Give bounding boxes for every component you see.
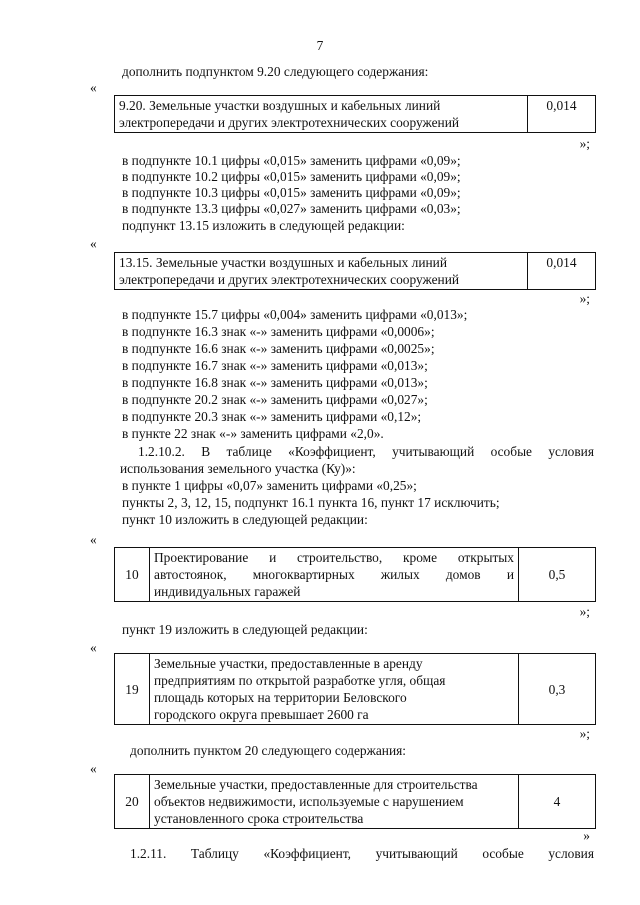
insert-table-9-20 bbox=[114, 95, 596, 133]
paragraph-1-2-11: 1.2.11. Таблицу «Коэффициент, учитывающий особые условия bbox=[130, 846, 594, 861]
open-quote: « bbox=[90, 761, 97, 776]
table-cell-value: 0,014 bbox=[528, 96, 596, 133]
insert-table-20 bbox=[114, 774, 596, 829]
cell-line: индивидуальных гаражей bbox=[154, 584, 301, 599]
cell-line: 9.20. Земельные участки воздушных и кабельных линий bbox=[119, 98, 441, 113]
insert-table-13-15 bbox=[114, 252, 596, 290]
text-line: в пункте 1 цифры «0,07» заменить цифрами «0,25»; bbox=[122, 478, 417, 493]
text-line: в подпункте 20.2 знак «-» заменить цифрами «0,027»; bbox=[122, 392, 428, 407]
cell-line: установленного срока строительства bbox=[154, 811, 364, 826]
close-quote: »; bbox=[579, 136, 590, 151]
open-quote: « bbox=[90, 640, 97, 655]
cell-line: предприятиям по открытой разработке угля, общая bbox=[154, 673, 446, 688]
text-line: использования земельного участка (Ку)»: bbox=[120, 461, 356, 476]
cell-line: площадь которых на территории Беловского bbox=[154, 690, 407, 705]
text-line: в подпункте 16.8 знак «-» заменить цифрами «0,013»; bbox=[122, 375, 428, 390]
text-line: в подпункте 16.7 знак «-» заменить цифрами «0,013»; bbox=[122, 358, 428, 373]
cell-line: Проектирование и строительство, кроме открытых bbox=[154, 550, 514, 565]
page-number: 7 bbox=[316, 38, 324, 53]
close-quote: »; bbox=[579, 726, 590, 741]
text-line: пункты 2, 3, 12, 15, подпункт 16.1 пункта 16, пункт 17 исключить; bbox=[122, 495, 500, 510]
text-line: дополнить пунктом 20 следующего содержания: bbox=[130, 743, 407, 758]
text-line: в подпункте 10.3 цифры «0,015» заменить цифрами «0,09»; bbox=[122, 185, 461, 200]
text-line: подпункт 13.15 изложить в следующей редакции: bbox=[122, 218, 405, 233]
table-cell-value: 0,3 bbox=[519, 654, 596, 725]
text-line: в подпункте 15.7 цифры «0,004» заменить цифрами «0,013»; bbox=[122, 307, 468, 322]
close-quote: »; bbox=[579, 604, 590, 619]
cell-line: автостоянок, многоквартирных жилых домов и bbox=[154, 567, 514, 582]
table-cell-number: 10 bbox=[115, 548, 150, 602]
open-quote: « bbox=[90, 80, 97, 95]
table-cell-description bbox=[150, 775, 519, 829]
open-quote: « bbox=[90, 532, 97, 547]
cell-line: городского округа превышает 2600 га bbox=[154, 707, 369, 722]
cell-line: электропередачи и других электротехнических сооружений bbox=[119, 272, 460, 287]
cell-line: объектов недвижимости, используемые с нарушением bbox=[154, 794, 464, 809]
text-line: в подпункте 20.3 знак «-» заменить цифрами «0,12»; bbox=[122, 409, 422, 424]
cell-line: электропередачи и других электротехнических сооружений bbox=[119, 115, 460, 130]
table-cell-value: 0,014 bbox=[528, 253, 596, 290]
table-cell-description bbox=[115, 253, 528, 290]
cell-line: 13.15. Земельные участки воздушных и кабельных линий bbox=[119, 255, 448, 270]
text-line: в подпункте 13.3 цифры «0,027» заменить цифрами «0,03»; bbox=[122, 201, 461, 216]
cell-line: Земельные участки, предоставленные для строительства bbox=[154, 777, 478, 792]
text-line: пункт 10 изложить в следующей редакции: bbox=[122, 512, 368, 527]
text-line: в подпункте 16.3 знак «-» заменить цифрами «0,0006»; bbox=[122, 324, 435, 339]
insert-table-19 bbox=[114, 653, 596, 725]
paragraph-1-2-10-2: 1.2.10.2. В таблице «Коэффициент, учитывающий особые условия bbox=[138, 444, 594, 459]
table-cell-description bbox=[150, 654, 519, 725]
open-quote: « bbox=[90, 236, 97, 251]
close-quote: »; bbox=[579, 291, 590, 306]
cell-line: Земельные участки, предоставленные в аренду bbox=[154, 656, 423, 671]
text-line: дополнить подпунктом 9.20 следующего содержания: bbox=[122, 64, 429, 79]
table-cell-description bbox=[150, 548, 519, 602]
table-cell-number: 19 bbox=[115, 654, 150, 725]
text-line: в подпункте 16.6 знак «-» заменить цифрами «0,0025»; bbox=[122, 341, 435, 356]
text-line: в подпункте 10.1 цифры «0,015» заменить цифрами «0,09»; bbox=[122, 153, 461, 168]
table-cell-value: 4 bbox=[519, 775, 596, 829]
insert-table-10 bbox=[114, 547, 596, 602]
text-line: в подпункте 10.2 цифры «0,015» заменить цифрами «0,09»; bbox=[122, 169, 461, 184]
table-cell-description bbox=[115, 96, 528, 133]
text-line: в пункте 22 знак «-» заменить цифрами «2,0». bbox=[122, 426, 384, 441]
close-quote: » bbox=[583, 828, 590, 843]
table-cell-number: 20 bbox=[115, 775, 150, 829]
table-cell-value: 0,5 bbox=[519, 548, 596, 602]
text-line: пункт 19 изложить в следующей редакции: bbox=[122, 622, 368, 637]
